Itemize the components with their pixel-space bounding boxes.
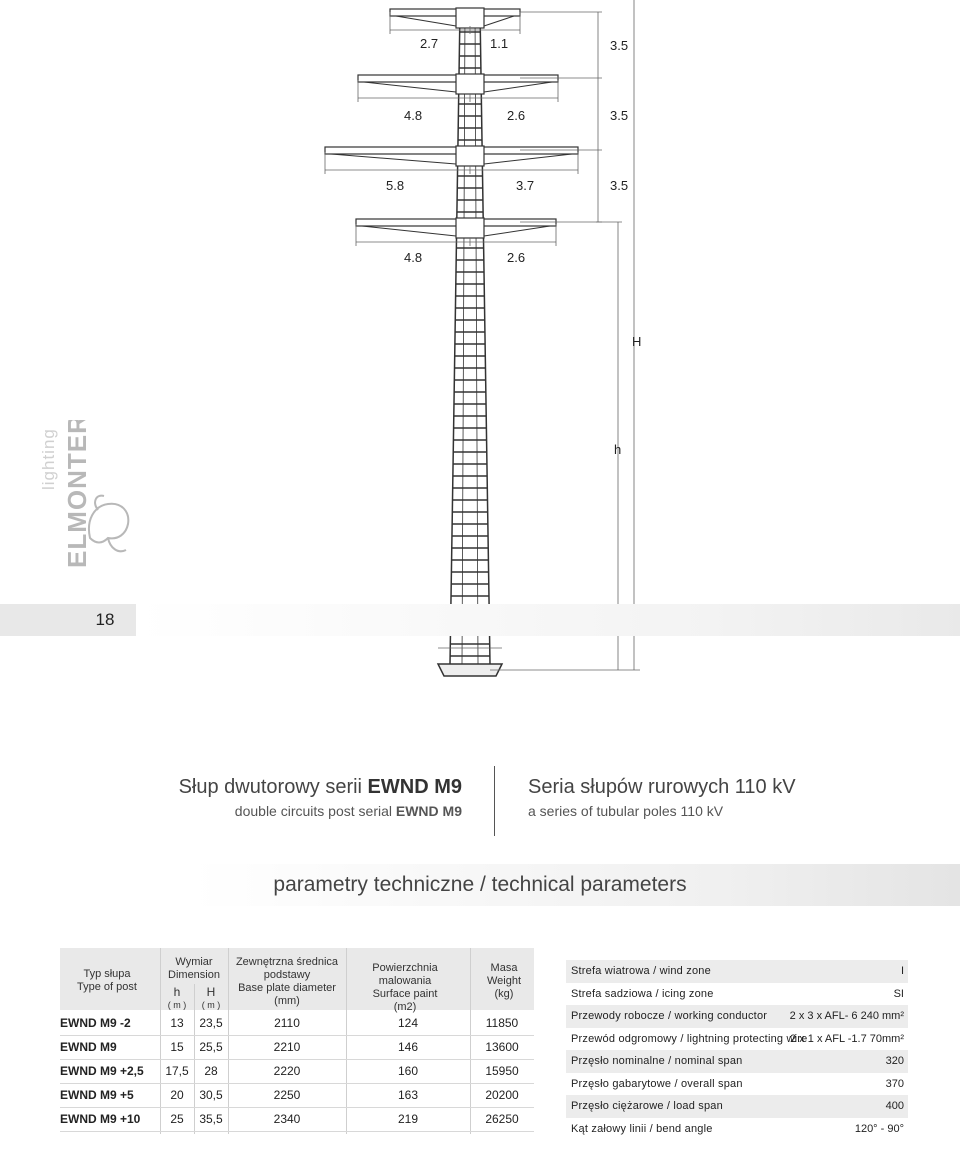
cell-H: 35,5 xyxy=(199,1112,223,1126)
cell-type: EWND M9 +2,5 xyxy=(60,1064,144,1078)
title-right-sub: a series of tubular poles 110 kV xyxy=(528,803,724,819)
title-divider xyxy=(494,766,495,836)
cross-arm-brace xyxy=(484,226,550,236)
height-ground-label: h xyxy=(614,442,622,457)
condition-label: Strefa wiatrowa / wind zone xyxy=(571,965,711,977)
spec-table xyxy=(60,948,534,1134)
dim-arm2-left: 4.8 xyxy=(404,108,423,123)
cross-arm-brace xyxy=(364,82,456,92)
row-divider xyxy=(60,1131,534,1132)
condition-value: 2 x 3 x AFL- 6 240 mm² xyxy=(789,1010,904,1022)
cell-base: 2210 xyxy=(273,1040,301,1054)
cross-arm-bracket xyxy=(456,218,484,238)
cell-weight: 15950 xyxy=(485,1064,519,1078)
cell-paint: 163 xyxy=(397,1088,419,1102)
title-right-main: Seria słupów rurowych 110 kV xyxy=(528,776,796,798)
condition-row xyxy=(566,960,908,983)
pole-shaft-inner xyxy=(462,10,478,664)
dim-arm3-left: 5.8 xyxy=(386,178,405,193)
title-left-main: Słup dwutorowy serii EWND M9 xyxy=(178,776,462,798)
condition-label: Przęsło nominalne / nominal span xyxy=(571,1055,743,1067)
pole-shaft-outline xyxy=(450,10,490,664)
dim-spacing-2: 3.5 xyxy=(610,108,629,123)
dim-arm1-right: 1.1 xyxy=(490,36,509,51)
logo-brand-text: ELMONTER xyxy=(62,420,92,568)
condition-row xyxy=(566,1118,908,1141)
cross-arm-brace xyxy=(396,16,456,26)
table-row xyxy=(60,1108,534,1131)
table-row xyxy=(60,1084,534,1107)
cell-base: 2110 xyxy=(274,1016,300,1030)
pole-structure xyxy=(325,8,578,676)
elmonter-logo xyxy=(38,420,138,570)
title-right xyxy=(528,776,796,819)
header-dimension: Wymiar Dimension xyxy=(168,956,220,981)
condition-value: SI xyxy=(893,987,904,1000)
mammoth-icon xyxy=(89,496,128,552)
table-row xyxy=(60,1012,534,1035)
cross-arm-brace xyxy=(484,82,552,92)
header-h-unit: ( m ) xyxy=(167,1000,187,1010)
cell-h: 20 xyxy=(170,1088,184,1102)
condition-value: 400 xyxy=(885,1100,904,1112)
condition-value: 370 xyxy=(885,1077,904,1090)
cross-arm-brace xyxy=(331,154,456,164)
cross-arm-brace xyxy=(362,226,456,236)
condition-label: Przęsło ciężarowe / load span xyxy=(571,1100,723,1112)
condition-label: Przewody robocze / working conductor xyxy=(571,1010,768,1022)
condition-label: Kąt załowy linii / bend angle xyxy=(571,1122,713,1135)
cell-weight: 13600 xyxy=(485,1040,519,1054)
dim-spacing-1: 3.5 xyxy=(610,38,629,53)
header-h: h xyxy=(173,985,181,999)
condition-row xyxy=(566,1028,908,1051)
condition-value: 120° - 90° xyxy=(854,1122,904,1135)
condition-row xyxy=(566,1050,908,1073)
page-number-band-gradient xyxy=(136,604,960,636)
cell-type: EWND M9 +5 xyxy=(60,1088,134,1102)
page-number: 18 xyxy=(95,610,115,629)
cell-h: 15 xyxy=(170,1040,184,1054)
cross-arm-bracket xyxy=(456,146,484,166)
cell-H: 25,5 xyxy=(199,1040,223,1054)
cell-base: 2340 xyxy=(273,1112,301,1126)
dim-arm3-right: 3.7 xyxy=(516,178,535,193)
header-paint: Powierzchnia malowania Surface paint (m2) xyxy=(372,962,438,1013)
dimension-lines xyxy=(325,0,640,670)
condition-label: Przewód odgromowy / lightning protecting wire xyxy=(571,1032,808,1045)
condition-row xyxy=(566,1095,908,1118)
cell-h: 17,5 xyxy=(165,1064,189,1078)
cross-arm xyxy=(325,147,578,154)
technical-parameters-header: parametry techniczne / technical parameters xyxy=(0,864,960,906)
title-left-sub: double circuits post serial EWND M9 xyxy=(234,803,462,819)
height-total-label: H xyxy=(632,334,642,349)
cell-weight: 11850 xyxy=(485,1016,519,1030)
cell-weight: 20200 xyxy=(485,1088,519,1102)
cell-type: EWND M9 -2 xyxy=(60,1016,131,1030)
cross-arm xyxy=(390,9,520,16)
cell-paint: 160 xyxy=(397,1064,419,1078)
header-type: Typ słupa Type of post xyxy=(77,968,137,993)
cell-weight: 26250 xyxy=(485,1112,519,1126)
condition-value: 2 x 1 x AFL -1.7 70mm² xyxy=(790,1032,904,1045)
cell-H: 30,5 xyxy=(199,1088,223,1102)
header-H-unit: ( m ) xyxy=(201,1000,221,1010)
header-weight: Masa Weight (kg) xyxy=(486,962,522,1000)
cell-base: 2220 xyxy=(273,1064,301,1078)
dim-arm1-left: 2.7 xyxy=(420,36,439,51)
cell-type: EWND M9 xyxy=(60,1040,117,1054)
conditions-table xyxy=(566,960,908,1140)
condition-row xyxy=(566,983,908,1006)
cross-arm-brace xyxy=(484,16,514,26)
cell-h: 13 xyxy=(170,1016,184,1030)
title-left xyxy=(179,776,462,819)
cell-h: 25 xyxy=(170,1112,184,1126)
cell-paint: 219 xyxy=(397,1112,419,1126)
cell-H: 23,5 xyxy=(199,1016,223,1030)
condition-row xyxy=(566,1005,908,1028)
condition-label: Przęsło gabarytowe / overall span xyxy=(571,1077,743,1090)
logo-subbrand-text: lighting xyxy=(39,428,58,490)
condition-row xyxy=(566,1073,908,1096)
condition-label: Strefa sadziowa / icing zone xyxy=(571,987,714,1000)
cell-H: 28 xyxy=(204,1064,218,1078)
cross-arm-bracket xyxy=(456,8,484,28)
table-row xyxy=(60,1060,534,1083)
cross-arm-brace xyxy=(484,154,572,164)
dim-arm4-right: 2.6 xyxy=(507,250,526,265)
cell-base: 2250 xyxy=(273,1088,301,1102)
dim-arm2-right: 2.6 xyxy=(507,108,526,123)
header-base: Zewnętrzna średnica podstawy Base plate diameter (mm) xyxy=(235,956,339,1007)
dim-arm4-left: 4.8 xyxy=(404,250,423,265)
condition-value: 320 xyxy=(885,1055,904,1067)
cross-arm-bracket xyxy=(456,74,484,94)
table-row xyxy=(60,1036,534,1059)
cell-paint: 124 xyxy=(397,1016,419,1030)
dim-spacing-3: 3.5 xyxy=(610,178,629,193)
condition-value: I xyxy=(900,965,904,977)
cell-paint: 146 xyxy=(397,1040,419,1054)
header-H: H xyxy=(206,985,216,999)
cell-type: EWND M9 +10 xyxy=(60,1112,141,1126)
